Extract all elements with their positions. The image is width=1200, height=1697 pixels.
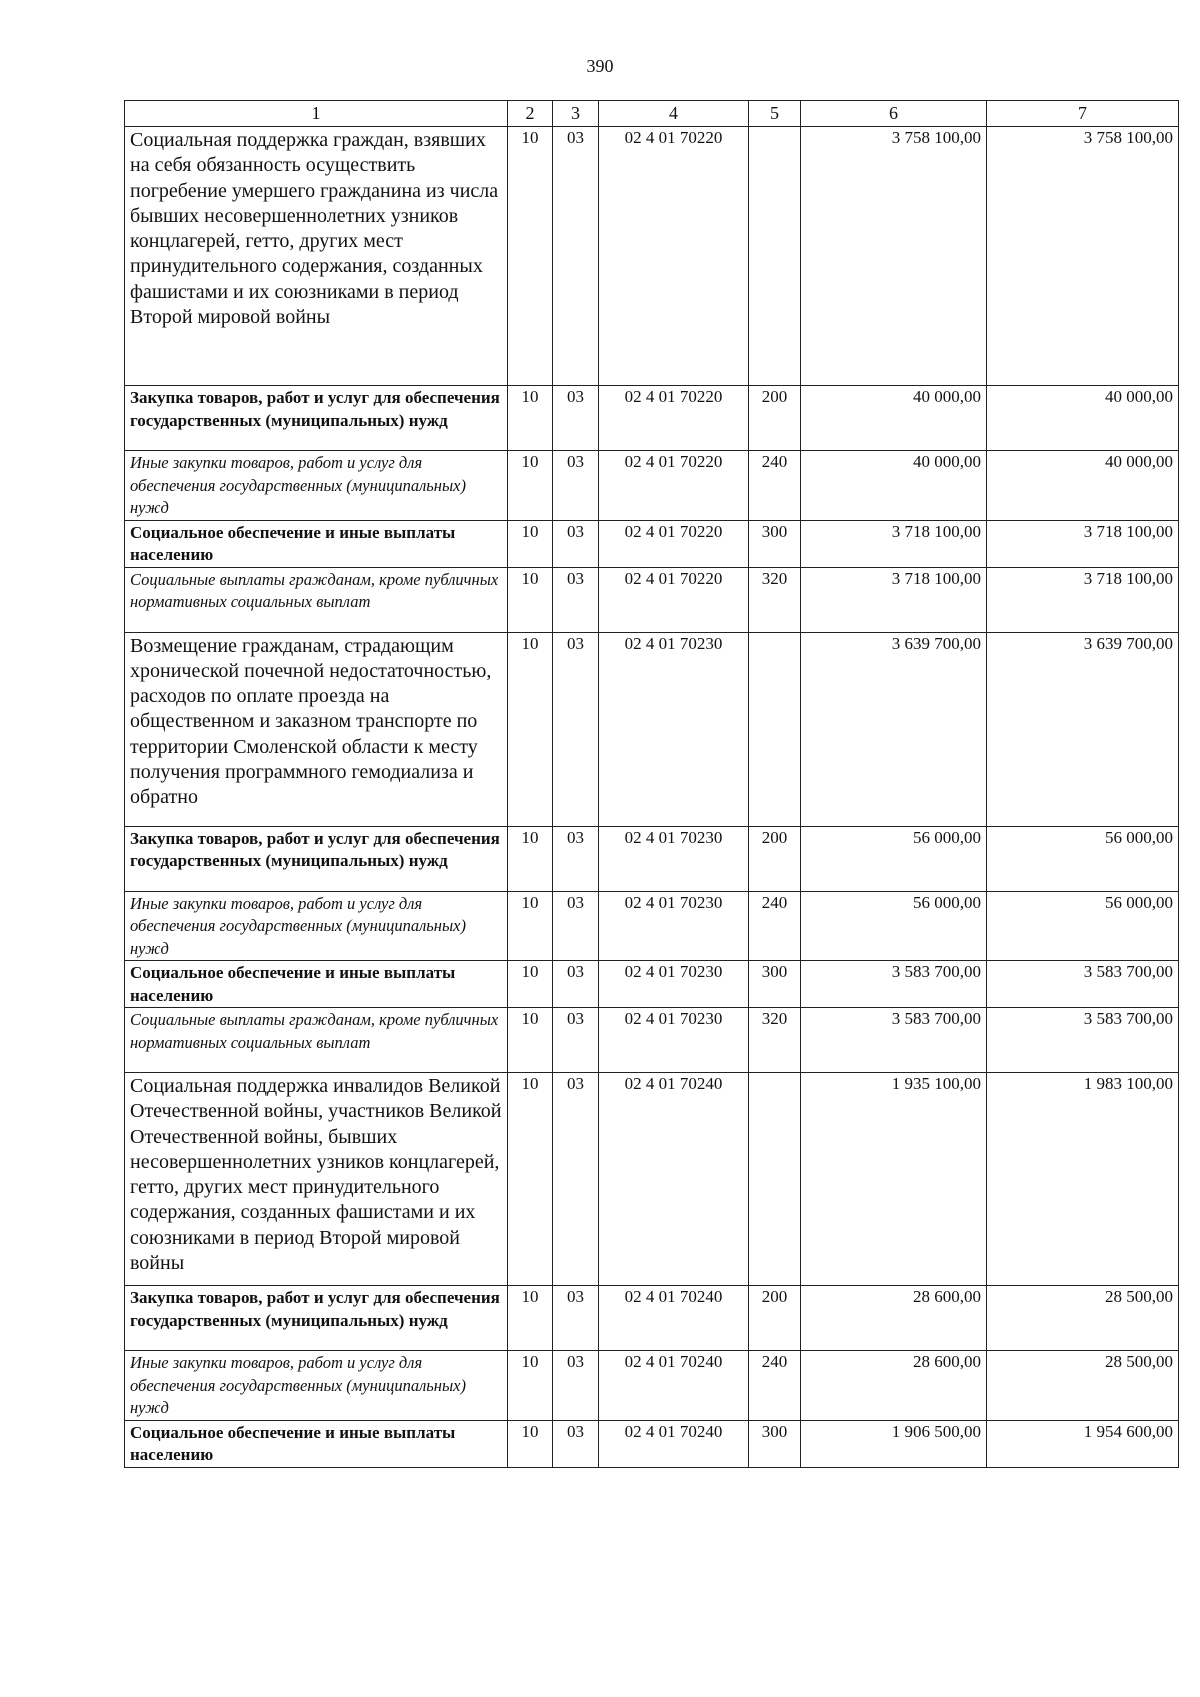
table-row bbox=[125, 961, 1179, 1008]
row-subsection-cell: 03 bbox=[553, 1286, 599, 1351]
row-amount-2-cell: 28 500,00 bbox=[987, 1351, 1179, 1421]
table-row bbox=[125, 451, 1179, 521]
header-col-4: 4 bbox=[599, 101, 749, 127]
table-row bbox=[125, 1073, 1179, 1286]
row-expense-type-cell: 300 bbox=[749, 520, 801, 567]
table-row bbox=[125, 520, 1179, 567]
row-target-code-cell: 02 4 01 70230 bbox=[599, 961, 749, 1008]
table-row bbox=[125, 1008, 1179, 1073]
row-amount-1-cell: 1 906 500,00 bbox=[801, 1420, 987, 1467]
row-subsection-cell: 03 bbox=[553, 127, 599, 386]
row-name-cell: Социальные выплаты гражданам, кроме публичных нормативных социальных выплат bbox=[125, 1008, 508, 1073]
row-target-code-cell: 02 4 01 70240 bbox=[599, 1286, 749, 1351]
row-amount-1-cell: 3 758 100,00 bbox=[801, 127, 987, 386]
table-row bbox=[125, 891, 1179, 961]
row-subsection-cell: 03 bbox=[553, 1420, 599, 1467]
row-expense-type-cell: 300 bbox=[749, 1420, 801, 1467]
row-subsection-cell: 03 bbox=[553, 826, 599, 891]
row-target-code-cell: 02 4 01 70240 bbox=[599, 1351, 749, 1421]
row-name-cell: Закупка товаров, работ и услуг для обеспечения государственных (муниципальных) нужд bbox=[125, 1286, 508, 1351]
row-target-code-cell: 02 4 01 70230 bbox=[599, 891, 749, 961]
row-target-code-cell: 02 4 01 70240 bbox=[599, 1073, 749, 1286]
table-row bbox=[125, 1420, 1179, 1467]
row-target-code-cell: 02 4 01 70220 bbox=[599, 567, 749, 632]
row-name-cell: Социальные выплаты гражданам, кроме публичных нормативных социальных выплат bbox=[125, 567, 508, 632]
row-amount-2-cell: 56 000,00 bbox=[987, 826, 1179, 891]
row-expense-type-cell: 240 bbox=[749, 451, 801, 521]
row-subsection-cell: 03 bbox=[553, 961, 599, 1008]
row-target-code-cell: 02 4 01 70240 bbox=[599, 1420, 749, 1467]
row-amount-2-cell: 28 500,00 bbox=[987, 1286, 1179, 1351]
row-expense-type-cell: 200 bbox=[749, 1286, 801, 1351]
row-amount-1-cell: 1 935 100,00 bbox=[801, 1073, 987, 1286]
row-section-cell: 10 bbox=[508, 451, 553, 521]
row-amount-2-cell: 3 758 100,00 bbox=[987, 127, 1179, 386]
row-subsection-cell: 03 bbox=[553, 1008, 599, 1073]
row-name-cell: Возмещение гражданам, страдающим хронической почечной недостаточностью, расходов по оплате проезда на общественном и заказном транспорте по территории Смоленской области к месту получения программного гемодиализа и обратно bbox=[125, 632, 508, 826]
row-amount-2-cell: 56 000,00 bbox=[987, 891, 1179, 961]
header-col-2: 2 bbox=[508, 101, 553, 127]
row-section-cell: 10 bbox=[508, 632, 553, 826]
row-expense-type-cell bbox=[749, 632, 801, 826]
row-amount-2-cell: 3 639 700,00 bbox=[987, 632, 1179, 826]
row-name-cell: Закупка товаров, работ и услуг для обеспечения государственных (муниципальных) нужд bbox=[125, 386, 508, 451]
row-amount-2-cell: 40 000,00 bbox=[987, 451, 1179, 521]
table-row bbox=[125, 632, 1179, 826]
row-amount-2-cell: 3 583 700,00 bbox=[987, 961, 1179, 1008]
row-subsection-cell: 03 bbox=[553, 451, 599, 521]
row-section-cell: 10 bbox=[508, 826, 553, 891]
row-name-cell: Социальное обеспечение и иные выплаты населению bbox=[125, 1420, 508, 1467]
row-name-cell: Социальная поддержка инвалидов Великой Отечественной войны, участников Великой Отечественной войны, бывших несовершеннолетних узников концлагерей, гетто, других мест принудительного содержания, созданных фашистами и их союзниками в период Второй мировой войны bbox=[125, 1073, 508, 1286]
row-amount-2-cell: 3 583 700,00 bbox=[987, 1008, 1179, 1073]
row-amount-1-cell: 28 600,00 bbox=[801, 1286, 987, 1351]
header-col-7: 7 bbox=[987, 101, 1179, 127]
row-name-cell: Социальное обеспечение и иные выплаты населению bbox=[125, 961, 508, 1008]
row-target-code-cell: 02 4 01 70220 bbox=[599, 451, 749, 521]
row-section-cell: 10 bbox=[508, 1420, 553, 1467]
row-subsection-cell: 03 bbox=[553, 567, 599, 632]
row-name-cell: Социальная поддержка граждан, взявших на себя обязанность осуществить погребение умершего гражданина из числа бывших несовершеннолетних узников концлагерей, гетто, других мест принудительного содержания, созданных фашистами и их союзниками в период Второй мировой войны bbox=[125, 127, 508, 386]
row-amount-1-cell: 56 000,00 bbox=[801, 826, 987, 891]
row-section-cell: 10 bbox=[508, 891, 553, 961]
row-section-cell: 10 bbox=[508, 1286, 553, 1351]
row-section-cell: 10 bbox=[508, 1073, 553, 1286]
row-target-code-cell: 02 4 01 70220 bbox=[599, 127, 749, 386]
row-amount-1-cell: 28 600,00 bbox=[801, 1351, 987, 1421]
row-expense-type-cell bbox=[749, 1073, 801, 1286]
row-section-cell: 10 bbox=[508, 567, 553, 632]
row-amount-2-cell: 1 954 600,00 bbox=[987, 1420, 1179, 1467]
row-amount-1-cell: 40 000,00 bbox=[801, 451, 987, 521]
row-subsection-cell: 03 bbox=[553, 891, 599, 961]
table-row bbox=[125, 826, 1179, 891]
row-amount-2-cell: 3 718 100,00 bbox=[987, 520, 1179, 567]
row-section-cell: 10 bbox=[508, 127, 553, 386]
row-amount-1-cell: 3 639 700,00 bbox=[801, 632, 987, 826]
row-amount-2-cell: 3 718 100,00 bbox=[987, 567, 1179, 632]
row-name-cell: Иные закупки товаров, работ и услуг для обеспечения государственных (муниципальных) нужд bbox=[125, 1351, 508, 1421]
row-subsection-cell: 03 bbox=[553, 632, 599, 826]
table-row bbox=[125, 1351, 1179, 1421]
row-amount-2-cell: 1 983 100,00 bbox=[987, 1073, 1179, 1286]
row-amount-1-cell: 40 000,00 bbox=[801, 386, 987, 451]
row-name-cell: Иные закупки товаров, работ и услуг для обеспечения государственных (муниципальных) нужд bbox=[125, 451, 508, 521]
row-section-cell: 10 bbox=[508, 961, 553, 1008]
row-expense-type-cell: 320 bbox=[749, 1008, 801, 1073]
row-amount-1-cell: 3 583 700,00 bbox=[801, 1008, 987, 1073]
row-expense-type-cell: 200 bbox=[749, 386, 801, 451]
row-subsection-cell: 03 bbox=[553, 520, 599, 567]
header-col-3: 3 bbox=[553, 101, 599, 127]
row-section-cell: 10 bbox=[508, 1351, 553, 1421]
row-expense-type-cell: 300 bbox=[749, 961, 801, 1008]
row-name-cell: Иные закупки товаров, работ и услуг для обеспечения государственных (муниципальных) нужд bbox=[125, 891, 508, 961]
table-row bbox=[125, 127, 1179, 386]
row-section-cell: 10 bbox=[508, 386, 553, 451]
table-row bbox=[125, 1286, 1179, 1351]
header-col-5: 5 bbox=[749, 101, 801, 127]
header-row bbox=[125, 101, 1179, 127]
page-number: 390 bbox=[586, 56, 614, 76]
row-expense-type-cell: 200 bbox=[749, 826, 801, 891]
row-expense-type-cell: 320 bbox=[749, 567, 801, 632]
row-amount-1-cell: 3 583 700,00 bbox=[801, 961, 987, 1008]
row-amount-1-cell: 3 718 100,00 bbox=[801, 520, 987, 567]
row-amount-1-cell: 3 718 100,00 bbox=[801, 567, 987, 632]
row-name-cell: Закупка товаров, работ и услуг для обеспечения государственных (муниципальных) нужд bbox=[125, 826, 508, 891]
table-row bbox=[125, 567, 1179, 632]
row-amount-1-cell: 56 000,00 bbox=[801, 891, 987, 961]
row-target-code-cell: 02 4 01 70230 bbox=[599, 826, 749, 891]
row-expense-type-cell: 240 bbox=[749, 891, 801, 961]
row-section-cell: 10 bbox=[508, 520, 553, 567]
row-name-cell: Социальное обеспечение и иные выплаты населению bbox=[125, 520, 508, 567]
row-subsection-cell: 03 bbox=[553, 1351, 599, 1421]
row-target-code-cell: 02 4 01 70220 bbox=[599, 520, 749, 567]
row-target-code-cell: 02 4 01 70220 bbox=[599, 386, 749, 451]
header-col-6: 6 bbox=[801, 101, 987, 127]
budget-table bbox=[124, 100, 1179, 1468]
header-col-1: 1 bbox=[125, 101, 508, 127]
row-section-cell: 10 bbox=[508, 1008, 553, 1073]
row-target-code-cell: 02 4 01 70230 bbox=[599, 632, 749, 826]
row-expense-type-cell: 240 bbox=[749, 1351, 801, 1421]
row-subsection-cell: 03 bbox=[553, 1073, 599, 1286]
row-expense-type-cell bbox=[749, 127, 801, 386]
row-subsection-cell: 03 bbox=[553, 386, 599, 451]
row-target-code-cell: 02 4 01 70230 bbox=[599, 1008, 749, 1073]
table-row bbox=[125, 386, 1179, 451]
row-amount-2-cell: 40 000,00 bbox=[987, 386, 1179, 451]
